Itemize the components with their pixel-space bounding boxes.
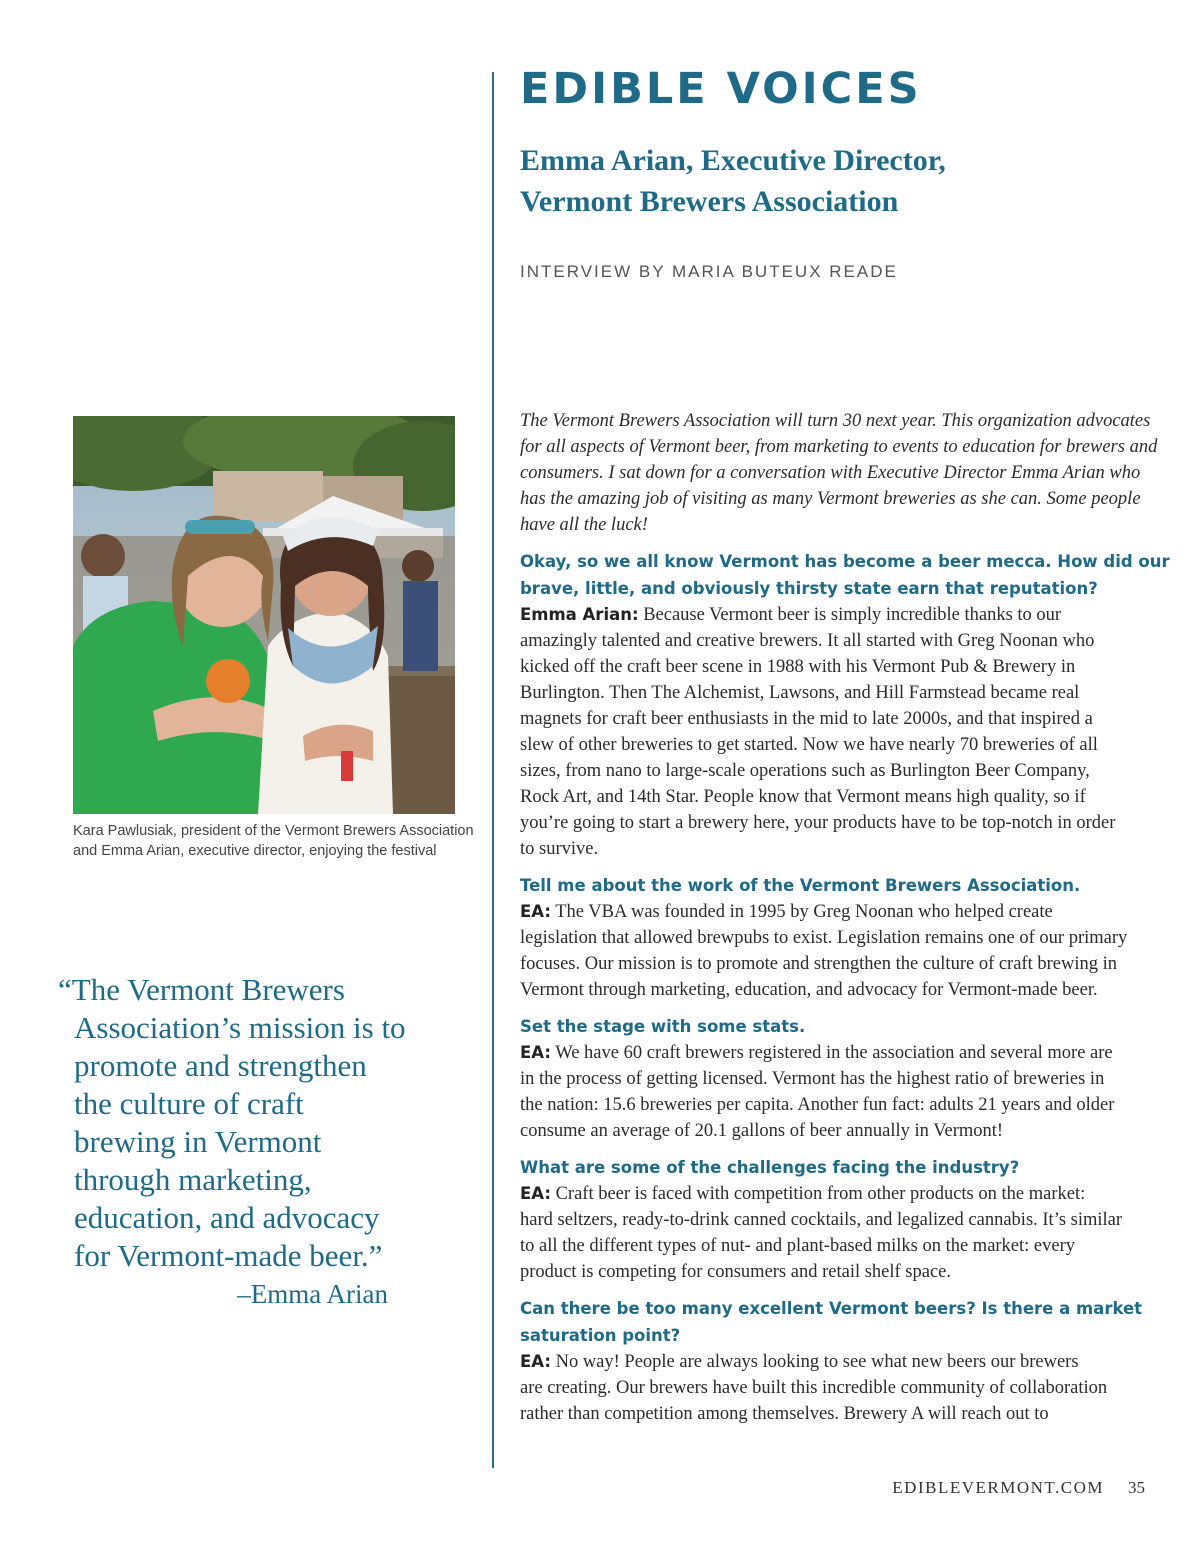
answer-line: magnets for craft beer enthusiasts in the mid to late 2000s, and that inspired a [520,709,1093,729]
answer-line [520,602,1150,628]
pull-quote [58,971,438,1313]
byline: INTERVIEW BY MARIA BUTEUX READE [520,262,898,281]
pull-quote-line: brewing in Vermont [74,1124,322,1159]
intro-line: have all the luck! [520,515,648,535]
answer-line: you’re going to start a brewery here, your products have to be top-notch in order [520,813,1116,833]
answer-line: legislation that allowed brewpubs to exist. Legislation remains one of our primary [520,928,1128,948]
intro-line: for all aspects of Vermont beer, from marketing to events to education for brewers and [520,437,1158,457]
interview-answer [520,1181,1150,1285]
answer-line: Burlington. Then The Alchemist, Lawsons, and Hill Farmstead became real [520,683,1080,703]
festival-photo [73,416,455,814]
subtitle-line: Vermont Brewers Association [520,185,899,218]
question-line: saturation point? [520,1326,681,1345]
answer-line: product is competing for consumers and retail shelf space. [520,1262,952,1282]
caption-line: Kara Pawlusiak, president of the Vermont Brewers Association [73,823,474,839]
answer-line: rather than competition among themselves. Brewery A will reach out to [520,1404,1049,1424]
answer-line: are creating. Our brewers have built this incredible community of collaboration [520,1378,1108,1398]
qa-block [520,872,1150,1003]
answer-line [520,1040,1150,1066]
question-line: What are some of the challenges facing the industry? [520,1158,1020,1177]
qa-block [520,1013,1150,1144]
question-line: Can there be too many excellent Vermont beers? Is there a market [520,1299,1143,1318]
answer-line: in the process of getting licensed. Vermont has the highest ratio of breweries in [520,1069,1105,1089]
section-title: EDIBLE VOICES [520,64,922,114]
question-line: Tell me about the work of the Vermont Brewers Association. [520,876,1081,895]
caption-line: and Emma Arian, executive director, enjoying the festival [73,843,437,859]
speaker-label: EA: [520,1352,551,1371]
pull-quote-line: promote and strengthen [74,1048,367,1083]
interview-answer [520,899,1150,1003]
answer-text: Craft beer is faced with competition from other products on the market: [550,1184,1086,1204]
answer-text: We have 60 craft brewers registered in the association and several more are [550,1043,1113,1063]
answer-text: No way! People are always looking to see what new beers our brewers [550,1352,1079,1372]
speaker-label: EA: [520,1043,551,1062]
qa-block [520,1295,1150,1427]
intro-line: has the amazing job of visiting as many Vermont breweries as she can. Some people [520,489,1141,509]
interview-answer [520,1349,1150,1427]
article-body [520,408,1170,1437]
answer-line [520,1349,1150,1375]
photo-caption [73,821,473,861]
answer-line: the nation: 15.6 breweries per capita. Another fun fact: adults 21 years and older [520,1095,1115,1115]
pull-quote-line: education, and advocacy [74,1200,380,1235]
interview-answer [520,1040,1150,1144]
column-divider [492,72,494,1468]
page-number: 35 [1128,1478,1145,1497]
pull-quote-attribution: –Emma Arian [237,1279,388,1309]
interview-question [520,1154,1150,1181]
answer-line [520,1181,1150,1207]
answer-line [520,899,1150,925]
subtitle-line: Emma Arian, Executive Director, [520,144,946,177]
article-subtitle [520,140,1160,222]
pull-quote-line: “The Vermont Brewers [58,972,345,1007]
speaker-label: EA: [520,1184,551,1203]
answer-line: kicked off the craft beer scene in 1988 with his Vermont Pub & Brewery in [520,657,1076,677]
intro-line: The Vermont Brewers Association will turn 30 next year. This organization advocates [520,411,1151,431]
question-line: Okay, so we all know Vermont has become a beer mecca. How did our [520,552,1170,571]
answer-line: focuses. Our mission is to promote and strengthen the culture of craft brewing in [520,954,1117,974]
interview-answer [520,602,1150,862]
article-intro [520,408,1158,538]
speaker-label: Emma Arian: [520,605,639,624]
answer-line: sizes, from nano to large-scale operations such as Burlington Beer Company, [520,761,1090,781]
interview-question [520,548,1170,602]
interview-question [520,1295,1150,1349]
answer-line: to all the different types of nut- and plant-based milks on the market: every [520,1236,1076,1256]
pull-quote-line: through marketing, [74,1162,312,1197]
qa-block [520,548,1170,862]
pull-quote-line: for Vermont-made beer.” [74,1238,383,1273]
question-line: Set the stage with some stats. [520,1017,806,1036]
answer-line: Vermont through marketing, education, and advocacy for Vermont-made beer. [520,980,1098,1000]
pull-quote-line: Association’s mission is to [74,1010,406,1045]
answer-text: The VBA was founded in 1995 by Greg Noonan who helped create [550,902,1053,922]
answer-line: slew of other breweries to get started. Now we have nearly 70 breweries of all [520,735,1098,755]
intro-line: consumers. I sat down for a conversation with Executive Director Emma Arian who [520,463,1141,483]
qa-block [520,1154,1150,1285]
speaker-label: EA: [520,902,551,921]
answer-text: Because Vermont beer is simply incredible thanks to our [638,605,1062,625]
answer-line: consume an average of 20.1 gallons of beer annually in Vermont! [520,1121,1004,1141]
footer-site: EDIBLEVERMONT.COM [892,1478,1104,1497]
festival-photo-illustration [73,416,455,814]
interview-question [520,872,1150,899]
page-footer [892,1478,1145,1498]
interview-question [520,1013,1150,1040]
answer-line: hard seltzers, ready-to-drink canned cocktails, and legalized cannabis. It’s similar [520,1210,1123,1230]
pull-quote-line: the culture of craft [74,1086,304,1121]
question-line: brave, little, and obviously thirsty state earn that reputation? [520,579,1098,598]
answer-line: to survive. [520,839,599,859]
answer-line: amazingly talented and creative brewers. It all started with Greg Noonan who [520,631,1095,651]
answer-line: Rock Art, and 14th Star. People know that Vermont means high quality, so if [520,787,1086,807]
